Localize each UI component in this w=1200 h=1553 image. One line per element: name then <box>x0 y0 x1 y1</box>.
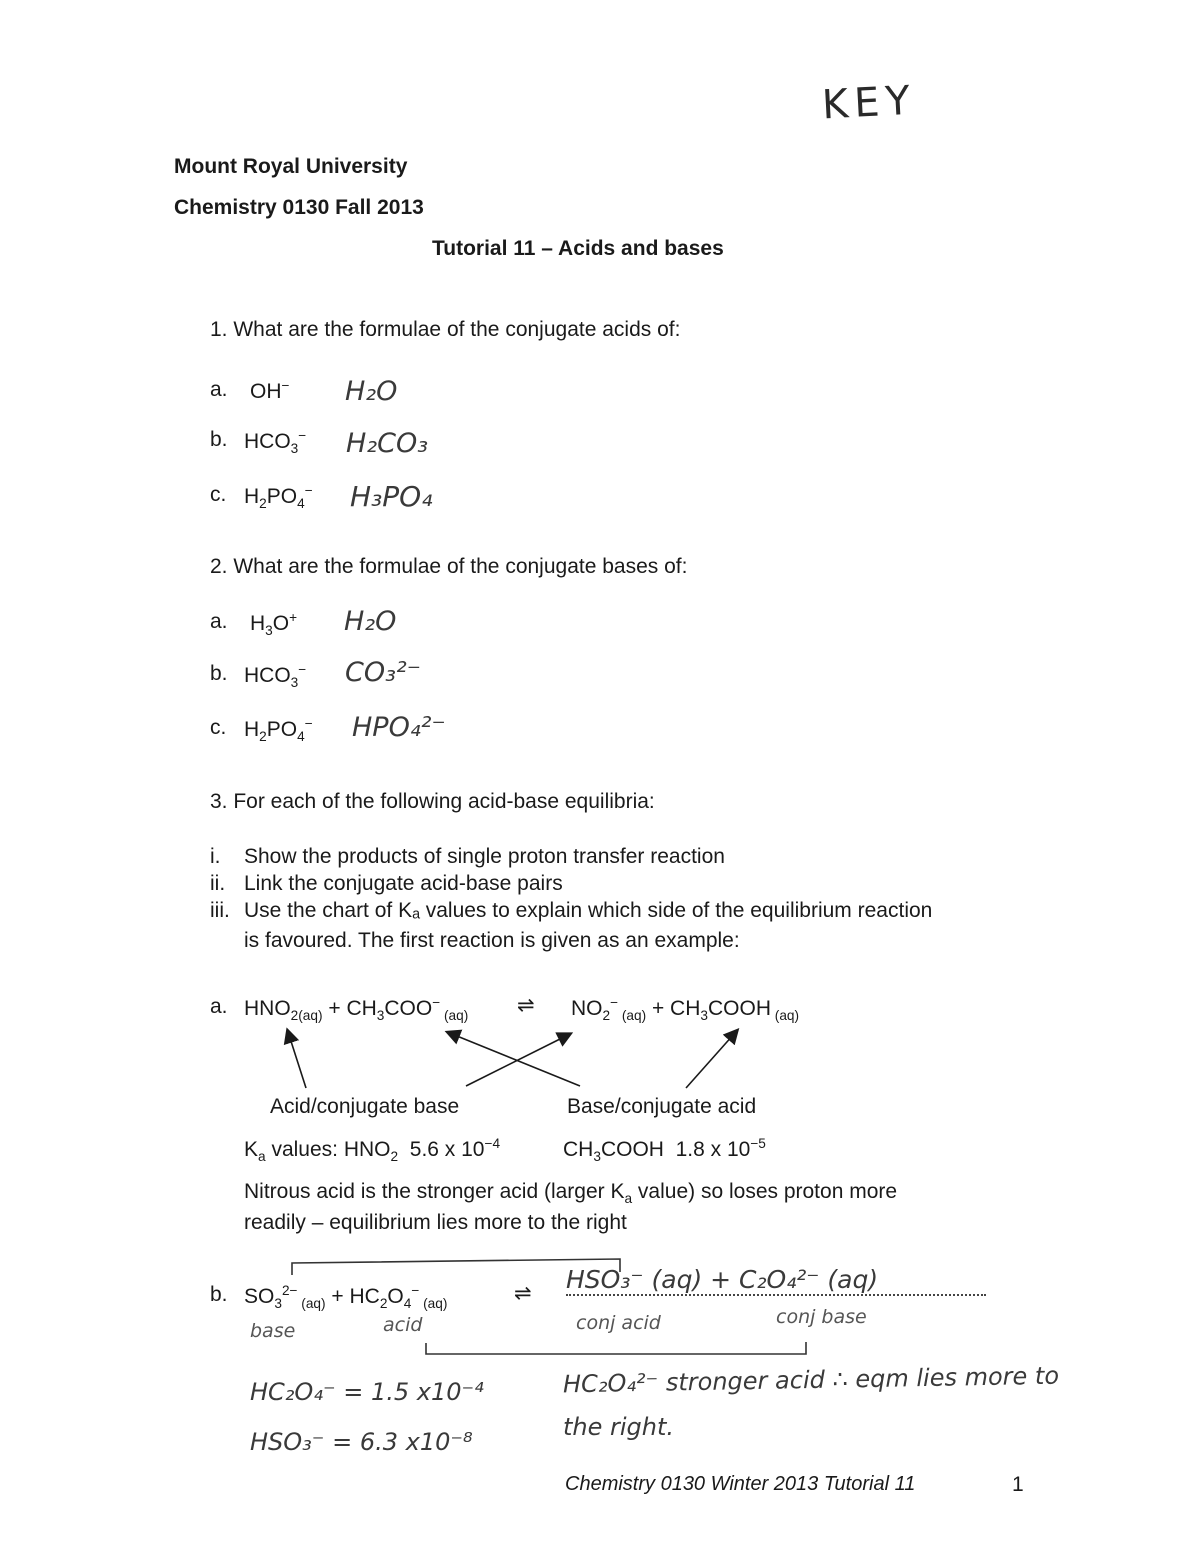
ka-ch3cooh: $CH_3COOH$ 1.8 x $10^{-5}$ <box>563 1136 766 1165</box>
q3-step-iii-num: iii. <box>210 899 230 922</box>
q3b-reason-line-2: the right. <box>563 1413 675 1441</box>
q1-prompt: 1. What are the formulae of the conjugate acids of: <box>210 318 681 341</box>
q3-step-i-num: i. <box>210 845 221 868</box>
q3a-letter: a. <box>210 995 228 1018</box>
label-acid-conj-base: Acid/conjugate base <box>270 1095 460 1118</box>
equilibrium-arrow-b: ⇌ <box>514 1282 532 1305</box>
tutorial-title: Tutorial 11 – Acids and bases <box>432 237 724 260</box>
equilibrium-arrow-a: ⇌ <box>517 994 535 1017</box>
q2c-letter: c. <box>210 716 227 739</box>
q3-step-ii-num: ii. <box>210 872 226 895</box>
key-mark: KEY <box>820 77 918 129</box>
q2b-letter: b. <box>210 662 228 685</box>
q3-step-iii-cont: is favoured. The first reaction is given as an example: <box>244 929 740 952</box>
q3b-ka-line-1: HC₂O₄⁻ = 1.5 x10⁻⁴ <box>250 1378 484 1406</box>
q2c-formula: $H_2PO_4^-$ <box>244 716 313 745</box>
institution-name: Mount Royal University <box>174 155 408 178</box>
q3b-label-conj-base: conj base <box>776 1306 867 1328</box>
q3-step-ii-text: Link the conjugate acid-base pairs <box>244 872 563 895</box>
q2a-formula: $H_3O^+$ <box>250 610 298 639</box>
q3b-label-conj-acid: conj acid <box>576 1312 661 1334</box>
q3b-label-base: base <box>250 1320 296 1342</box>
q1a-answer: H₂O <box>345 376 398 407</box>
q2b-answer: CO₃²⁻ <box>345 657 422 688</box>
q3-prompt: 3. For each of the following acid-base equilibria: <box>210 790 655 813</box>
explanation-line-2: readily – equilibrium lies more to the right <box>244 1211 627 1234</box>
course-name: Chemistry 0130 Fall 2013 <box>174 196 424 219</box>
q2c-answer: HPO₄²⁻ <box>352 712 446 743</box>
q2b-formula: $HCO_3^-$ <box>244 662 307 691</box>
explanation-line-1: Nitrous acid is the stronger acid (larger $K_a$ value) so loses proton more <box>244 1180 898 1207</box>
q1b-answer: H₂CO₃ <box>346 428 429 459</box>
q3a-reactants: $HNO_{2(aq)} + CH_3COO^-$ $_{(aq)}$ <box>244 995 469 1024</box>
q1b-formula: $HCO_3^-$ <box>244 428 307 457</box>
q1c-letter: c. <box>210 483 227 506</box>
q1c-answer: H₃PO₄ <box>350 480 433 513</box>
q3b-products: HSO₃⁻ (aq) + C₂O₄²⁻ (aq) <box>566 1265 986 1296</box>
q3b-ka-line-2: HSO₃⁻ = 6.3 x10⁻⁸ <box>250 1428 473 1456</box>
label-base-conj-acid: Base/conjugate acid <box>567 1095 757 1118</box>
q3b-label-acid: acid <box>383 1314 423 1336</box>
q3-step-i-text: Show the products of single proton transfer reaction <box>244 845 725 868</box>
q3b-reactants: $SO_3^{2-}$ $_{(aq)} + HC_2O_4^-$ $_{(aq)}$ <box>244 1283 448 1312</box>
page-number: 1 <box>1012 1473 1024 1496</box>
q1a-letter: a. <box>210 378 228 401</box>
q3a-products: $NO_2^-$ $_{(aq)} + CH_3COOH$ $_{(aq)}$ <box>571 995 800 1024</box>
q3b-reason-line-1: HC₂O₄²⁻ stronger acid ∴ eqm lies more to <box>562 1361 1060 1399</box>
q3-step-iii-text: Use the chart of Kₐ values to explain which side of the equilibrium reaction <box>244 899 933 922</box>
q2a-answer: H₂O <box>344 606 397 637</box>
q1c-formula: $H_2PO_4^-$ <box>244 483 313 512</box>
q2a-letter: a. <box>210 610 228 633</box>
q1b-letter: b. <box>210 428 228 451</box>
q3b-letter: b. <box>210 1283 228 1306</box>
ka-values-line: $K_a$ values: $HNO_2$ 5.6 x $10^{-4}$ <box>244 1136 501 1165</box>
page-footer: Chemistry 0130 Winter 2013 Tutorial 11 <box>565 1473 916 1495</box>
q1a-formula: OH− <box>250 378 290 403</box>
q2-prompt: 2. What are the formulae of the conjugate bases of: <box>210 555 688 578</box>
